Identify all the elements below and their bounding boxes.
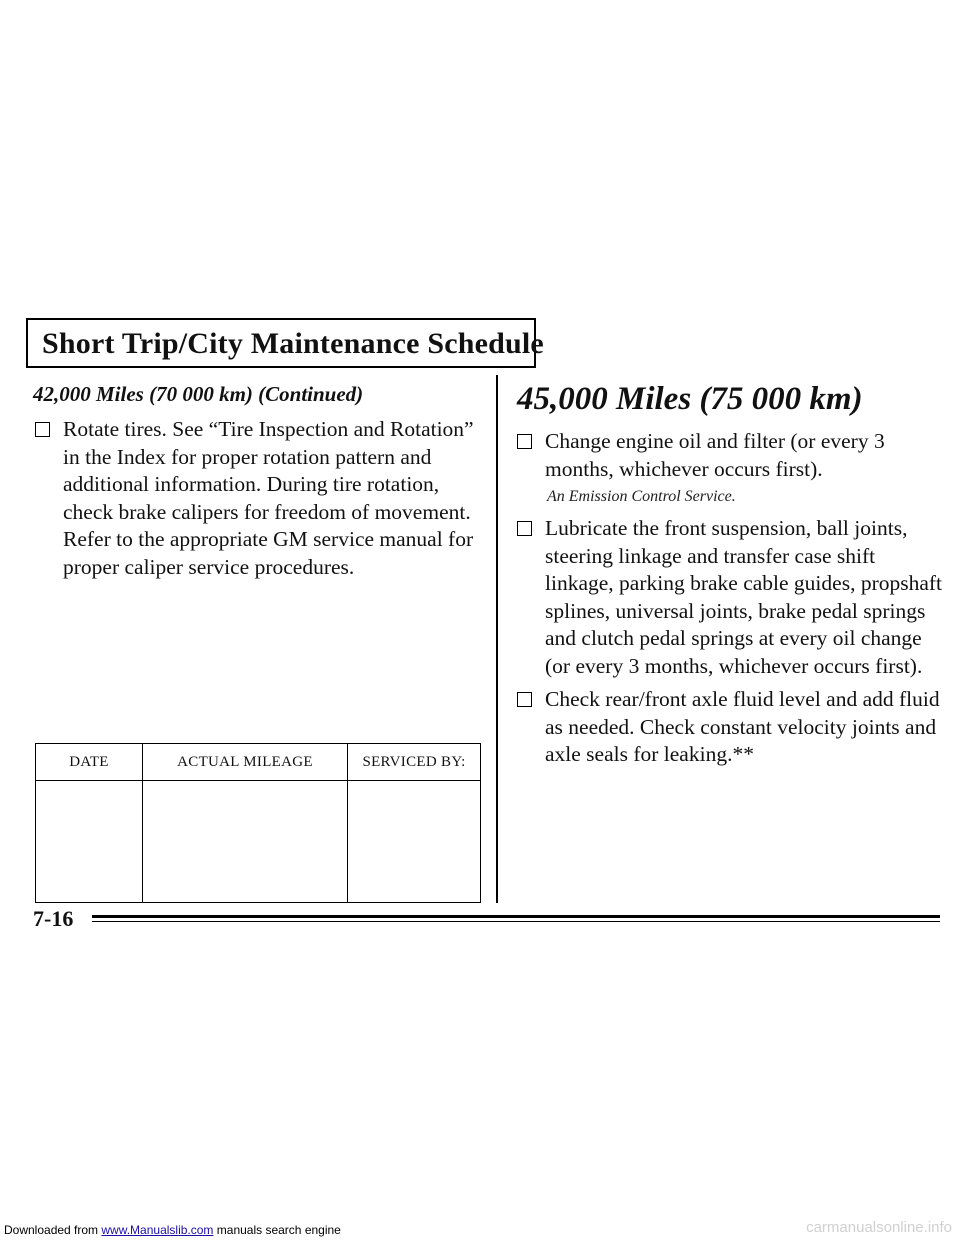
manualslib-link[interactable]: www.Manualslib.com <box>101 1223 214 1237</box>
checklist-item-text: Change engine oil and filter (or every 3 months, whichever occurs first). <box>545 429 885 481</box>
date-cell <box>36 781 143 903</box>
serviced-by-column-header: SERVICED BY: <box>348 744 481 781</box>
credit-prefix: Downloaded from <box>4 1223 102 1237</box>
checklist-item-text: Check rear/front axle fluid level and add fluid as needed. Check constant velocity joints and axle seals for leaking.** <box>545 687 940 766</box>
service-record-table <box>35 743 481 903</box>
checklist-item <box>517 686 942 769</box>
table-row <box>36 781 481 903</box>
checkbox-icon <box>517 434 532 449</box>
footer-rule-thin <box>92 921 940 922</box>
left-column <box>33 380 483 587</box>
right-heading: 45,000 Miles (75 000 km) <box>517 381 863 417</box>
checkbox-icon <box>517 521 532 536</box>
watermark: carmanualsonline.info <box>806 1219 952 1236</box>
section-title: Short Trip/City Maintenance Schedule <box>42 327 544 360</box>
right-column <box>517 380 942 775</box>
column-divider <box>496 375 498 903</box>
download-credit <box>4 1222 341 1238</box>
date-column-header: DATE <box>36 744 143 781</box>
serviced-by-cell <box>348 781 481 903</box>
checkbox-icon <box>517 692 532 707</box>
left-subheading: 42,000 Miles (70 000 km) (Continued) <box>33 382 364 406</box>
checklist-item <box>33 416 483 581</box>
checklist-item-text: Rotate tires. See “Tire Inspection and Rotation” in the Index for proper rotation pattern and additional information. During tire rotation, check brake calipers for freedom of movement. Refer to the appropriate GM service manual for proper caliper service procedures. <box>63 417 474 579</box>
table-header-row <box>36 744 481 781</box>
checkbox-icon <box>35 422 50 437</box>
emission-control-note: An Emission Control Service. <box>547 488 736 505</box>
footer-rule <box>92 915 940 918</box>
credit-suffix: manuals search engine <box>213 1223 341 1237</box>
actual-mileage-column-header: ACTUAL MILEAGE <box>143 744 348 781</box>
checklist-item <box>517 515 942 680</box>
section-header <box>26 318 544 368</box>
actual-mileage-cell <box>143 781 348 903</box>
checklist-item-text: Lubricate the front suspension, ball joints, steering linkage and transfer case shift linkage, parking brake cable guides, propshaft splines, universal joints, brake pedal springs and clutch pedal springs at every oil change (or every 3 months, whichever occurs first). <box>545 516 943 678</box>
checklist-item <box>517 428 942 483</box>
page-number: 7-16 <box>33 906 74 931</box>
